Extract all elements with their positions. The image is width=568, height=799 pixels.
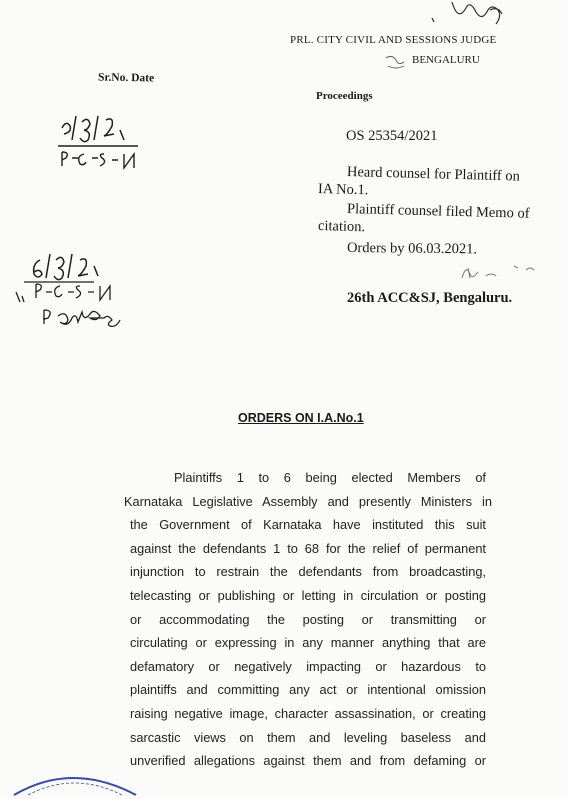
paragraph-line: telecasting or publishing or letting in circulation or posting (130, 587, 486, 603)
orders-heading: ORDERS ON I.A.No.1 (238, 411, 364, 425)
proceedings-line-5: Orders by 06.03.2021. (346, 240, 478, 258)
judge-signature (456, 260, 546, 288)
column-heading-proceedings: Proceedings (316, 90, 373, 102)
paragraph-line: sarcastic views on them and leveling baseless and (130, 729, 486, 745)
orders-paragraph (124, 466, 492, 773)
paragraph-line: Plaintiffs 1 to 6 being elected Members of (174, 470, 486, 485)
paragraph-line: plaintiffs and committing any act or intentional omission (130, 682, 486, 698)
paragraph-line: the Government of Karnataka have instituted this suit (130, 517, 486, 533)
margin-note-date-2 (14, 252, 154, 336)
paragraph-line: against the defendants 1 to 68 for the relief of permanent (130, 540, 486, 556)
paragraph-line: Karnataka Legislative Assembly and presently Ministers in (124, 493, 492, 509)
proceedings-line-4: citation. (317, 218, 366, 236)
paragraph-line: or accommodating the posting or transmitting or (130, 611, 486, 627)
proceedings-line-2: IA No.1. (317, 181, 369, 199)
proceedings-line-3: Plaintiff counsel filed Memo of (346, 201, 530, 222)
column-heading-srno-date: Sr.No. Date (97, 71, 155, 85)
signature-block: 26th ACC&SJ, Bengaluru. (347, 290, 513, 306)
margin-note-date-1 (58, 112, 148, 186)
court-title: PRL. CITY CIVIL AND SESSIONS JUDGE (290, 34, 497, 46)
paragraph-line: defamatory or negatively impacting or hazardous to (130, 658, 486, 674)
handwritten-initials-top (430, 0, 520, 40)
paragraph-line: circulating or expressing in any manner anything that are (130, 635, 486, 651)
court-seal-partial (10, 768, 140, 799)
paragraph-line: unverified allegations against them and from defaming or (130, 753, 486, 769)
proceedings-line-1: Heard counsel for Plaintiff on (346, 164, 521, 185)
case-number: OS 25354/2021 (346, 128, 438, 144)
small-stamp-mark (384, 52, 410, 76)
paragraph-line: injunction to restrain the defendants from broadcasting, (130, 564, 486, 580)
paragraph-line: raising negative image, character assassination, or creating (130, 705, 486, 721)
court-city: BENGALURU (412, 54, 480, 66)
